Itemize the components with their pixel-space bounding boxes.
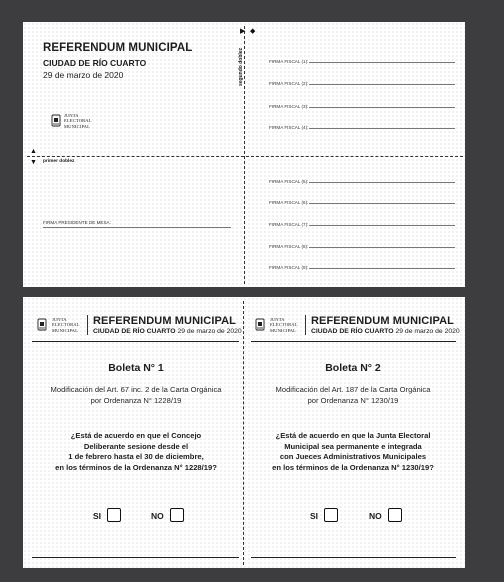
president-signature-line	[43, 227, 231, 228]
ballot-title: Boleta N° 2	[325, 362, 381, 374]
ballot-description-line: por Ordenanza N° 1228/19	[90, 395, 182, 405]
ballot-header-subtitle	[93, 328, 242, 335]
envelope-sheet	[23, 22, 465, 287]
question-line: ¿Está de acuerdo en que la Junta Electoral	[275, 431, 431, 440]
fold-arrow-icon: ▼	[30, 159, 37, 166]
header-rule	[251, 341, 456, 342]
fold-arrow-icon: ◆	[250, 28, 256, 35]
first-fold-line	[27, 156, 463, 157]
ballot-cut-line	[243, 301, 244, 565]
question-line: Deliberante sesione desde el	[83, 441, 189, 451]
election-date: 29 de marzo de 2020	[43, 70, 124, 80]
city-subtitle: CIUDAD DE RÍO CUARTO	[311, 328, 394, 335]
ballot-question	[250, 431, 456, 473]
fiscal-signature-label: FIRMA FISCAL (2):	[269, 81, 309, 86]
ballot-header-title: REFERENDUM MUNICIPAL	[311, 315, 454, 327]
header-divider	[305, 315, 306, 335]
ballot-bottom-rule	[251, 557, 456, 558]
fold-arrow-icon: ▶	[240, 28, 246, 35]
city-subtitle: CIUDAD DE RÍO CUARTO	[93, 328, 176, 335]
president-signature-label: FIRMA PRESIDENTE DE MESA:	[43, 220, 111, 225]
yes-checkbox[interactable]	[107, 508, 121, 522]
question-line: ¿Está de acuerdo en que el Concejo	[70, 431, 202, 440]
second-fold-label: segundo doblez	[238, 47, 244, 86]
no-checkbox[interactable]	[388, 508, 402, 522]
election-date: 29 de marzo de 2020	[395, 328, 460, 335]
fiscal-signature-row	[269, 101, 455, 109]
ballot-description	[36, 385, 236, 406]
ballot-description-line: Modificación del Art. 187 de la Carta Orgánica	[275, 385, 431, 394]
fold-arrow-icon: ▲	[30, 148, 37, 155]
fiscal-signature-row	[269, 122, 455, 130]
city-subtitle: CIUDAD DE RÍO CUARTO	[43, 58, 147, 68]
election-date: 29 de marzo de 2020	[177, 328, 242, 335]
fiscal-signature-row	[269, 219, 455, 227]
question-line: en los términos de la Ordenanza N° 1228/19?	[55, 462, 217, 472]
ballot-question	[33, 431, 239, 473]
ballot-description	[253, 385, 453, 406]
fiscal-signature-label: FIRMA FISCAL (4):	[269, 125, 309, 130]
question-line: en los términos de la Ordenanza N° 1230/19?	[272, 462, 434, 472]
fiscal-signature-label: FIRMA FISCAL (9):	[269, 265, 309, 270]
second-fold-line	[244, 26, 245, 284]
municipal-seal-icon	[255, 318, 265, 331]
municipal-seal-icon	[51, 114, 61, 127]
fiscal-signature-label: FIRMA FISCAL (1):	[269, 59, 309, 64]
fiscal-signature-row	[269, 262, 455, 270]
no-checkbox[interactable]	[170, 508, 184, 522]
ballots-sheet	[23, 297, 465, 568]
question-line: con Jueces Administrativos Municipales	[279, 452, 427, 462]
ballot-title: Boleta N° 1	[108, 362, 164, 374]
question-line: 1 de febrero hasta el 30 de diciembre,	[68, 452, 204, 462]
fiscal-signature-row	[269, 176, 455, 184]
fiscal-signature-label: FIRMA FISCAL (8):	[269, 244, 309, 249]
page-title: REFERENDUM MUNICIPAL	[43, 42, 193, 54]
yes-label: SI	[93, 511, 102, 521]
first-fold-label: primer doblez	[43, 159, 75, 164]
fiscal-signature-row	[269, 197, 455, 205]
seal-caption: JUNTA ELECTORAL MUNICIPAL	[270, 317, 298, 333]
question-line: Municipal sea permanente e integrada	[284, 441, 422, 451]
header-divider	[87, 315, 88, 335]
yes-checkbox[interactable]	[324, 508, 338, 522]
no-label: NO	[369, 511, 382, 521]
ballot-header-subtitle	[311, 328, 460, 335]
no-label: NO	[151, 511, 164, 521]
fiscal-signature-row	[269, 56, 455, 64]
ballot-description-line: por Ordenanza N° 1230/19	[307, 395, 399, 405]
municipal-seal-icon	[37, 318, 47, 331]
ballot-description-line: Modificación del Art. 67 inc. 2 de la Carta Orgánica	[50, 385, 222, 394]
fiscal-signature-label: FIRMA FISCAL (3):	[269, 104, 309, 109]
yes-label: SI	[310, 511, 319, 521]
fiscal-signature-label: FIRMA FISCAL (7):	[269, 222, 309, 227]
fiscal-signature-row	[269, 241, 455, 249]
ballot-header-title: REFERENDUM MUNICIPAL	[93, 315, 236, 327]
header-rule	[32, 341, 239, 342]
seal-caption: JUNTA ELECTORAL MUNICIPAL	[52, 317, 80, 333]
seal-caption: JUNTA ELECTORAL MUNICIPAL	[64, 113, 92, 129]
fiscal-signature-row	[269, 78, 455, 86]
ballot-bottom-rule	[32, 557, 239, 558]
fiscal-signature-label: FIRMA FISCAL (5):	[269, 179, 309, 184]
fiscal-signature-label: FIRMA FISCAL (6):	[269, 200, 309, 205]
